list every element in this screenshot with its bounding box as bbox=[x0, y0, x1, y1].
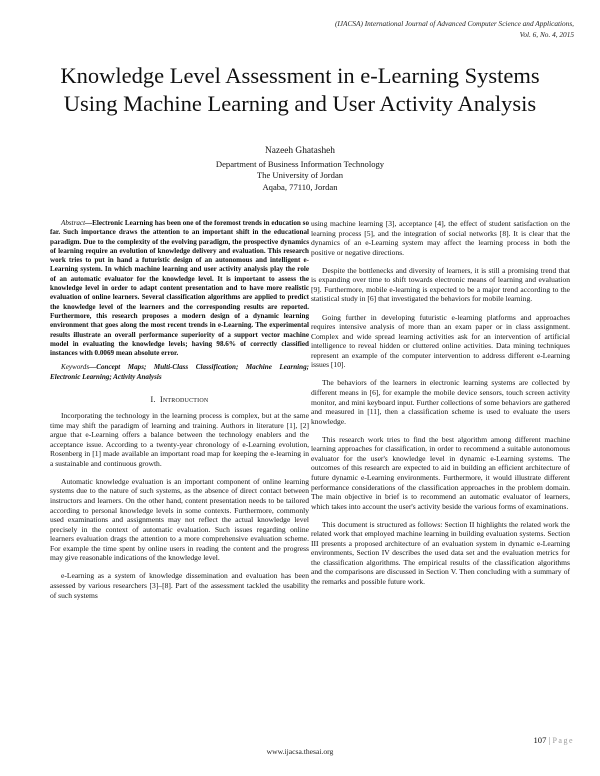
author-location: Aqaba, 77110, Jordan bbox=[262, 181, 338, 192]
page-separator: | bbox=[548, 735, 551, 745]
section-heading-introduction bbox=[50, 395, 309, 405]
section-number: I. bbox=[150, 395, 156, 405]
paragraph: Despite the bottlenecks and diversity of learners, it is still a promising trend that is expanding over time to shift towards electronic means of learning and evaluation [9]. Furthermore, mobile e-learning is expected to be a major trend according to the statistical study in [6] that investigated the behaviors for mobile learning. bbox=[311, 265, 570, 304]
paragraph: The behaviors of the learners in electronic learning systems are collected by different means in [6], for example the mobile device sensors, touch screen activity monitor, and mini keyboard input. Further collections of some behaviors are gathered and measured in [11], then a classification scheme is used to evaluate the users knowledge. bbox=[311, 378, 570, 426]
paper-title-line2: Using Machine Learning and User Activity Analysis bbox=[63, 91, 537, 116]
paragraph: using machine learning [3], acceptance [4], the effect of student satisfaction on the learning process [5], and the integration of social networks [8]. It is clear that the dynamics of an e-Learning system may affect the learning process in both the positive or negative directions. bbox=[311, 219, 570, 257]
paragraph: Going further in developing futuristic e-learning platforms and approaches requires intensive analysis of more than an exam paper or in class assignment. Complex and wide spread learning activities ask for an intervention of artificial intelligence to reveal hidden or cluttered online activities. Data mining techniques represent an example of the computer intervention to address different e-Learning issues [10]. bbox=[311, 312, 570, 370]
keywords-text: —Concept Maps; Multi-Class Classification; Machine Learning; Electronic Learning; Activity Analysis bbox=[50, 363, 309, 381]
footer-url: www.ijacsa.thesai.org bbox=[266, 747, 334, 756]
journal-header bbox=[214, 19, 574, 40]
author-university: The University of Jordan bbox=[256, 170, 344, 181]
abstract-text: —Electronic Learning has been one of the foremost trends in education so far. Such importance draws the attention to an important shift in the educational paradigm. Due to the complexity of the evolving paradigm, the prospective dynamics of learning require an evolution of knowledge delivery and evaluation. This research work tries to put in hand a futuristic design of an autonomous and intelligent e-Learning system. In which machine learning and user activity analysis play the role of an automatic evaluator for the knowledge level. It is important to assess the knowledge level in order to adapt content presentation and to have more realistic evaluation of online learners. Several classification algorithms are applied to predict the knowledge level of the learners and the corresponding results are reported. Furthermore, this research proposes a modern design of a dynamic learning environment that goes along the most recent trends in e-Learning. The experimental results illustrate an overall performance superiority of a support vector machine model in evaluating the knowledge levels; having 98.6% of correctly classified instances with 0.0069 mean absolute error. bbox=[50, 219, 309, 358]
author-department: Department of Business Information Technology bbox=[215, 158, 385, 169]
paragraph: This document is structured as follows: Section II highlights the related work the related work that employed machine learning in building evaluation systems. Section III presents a proposed architecture of an evaluation system in dynamic e-Learning environments, Section IV describes the used data set and the evaluation metrics for the classification algorithms. The empirical results of the classification algorithms and the comparisons are discussed in Section V. Then concluding with a summary of the remarks and possible future work. bbox=[311, 519, 570, 587]
right-column bbox=[311, 219, 570, 595]
left-column bbox=[50, 219, 309, 609]
page-number-value: 107 bbox=[533, 735, 547, 745]
keywords bbox=[50, 363, 309, 382]
paragraph: This research work tries to find the best algorithm among different machine learning approaches for classification, in order to recommend a suitable autonomous evaluator for the user's knowledge level in dynamic e-Learning systems. The outcomes of this research are expected to aid in building an efficient architecture of future dynamic e-Learning environments. Furthermore, it would illustrate different performance considerations of the classification approaches in the problem domain. The main objective in brief is to recommend an automatic evaluator of learners, which takes into account the user's activity beside the various forms of examinations. bbox=[311, 434, 570, 511]
abstract bbox=[50, 219, 309, 358]
paper-title bbox=[30, 62, 570, 118]
section-title: Introduction bbox=[160, 395, 209, 405]
page-number bbox=[534, 735, 575, 745]
paragraph: Automatic knowledge evaluation is an important component of online learning systems due to the nature of such systems, as the absence of direct contact between instructors and learners. On the other hand, content presentation needs to be tailored according to personal knowledge levels in some contexts. Furthermore, commonly used examinations and assignments may not reflect the actual knowledge level precisely in the context of automatic evaluation. Such issues regarding online learners evaluation drags the attention to a more comprehensive evaluation scheme. For example the time spent by online users in reading the content and the progress may give reasonable indications of the knowledge level. bbox=[50, 476, 309, 563]
journal-volume: Vol. 6, No. 4, 2015 bbox=[519, 29, 574, 39]
author-name: Nazeeh Ghatasheh bbox=[264, 146, 335, 156]
journal-name: (IJACSA) International Journal of Advanced Computer Science and Applications, bbox=[334, 19, 574, 28]
paper-title-line1: Knowledge Level Assessment in e-Learning Systems bbox=[60, 63, 540, 88]
abstract-label: Abstract bbox=[61, 219, 86, 227]
page-word: Page bbox=[552, 736, 574, 745]
keywords-label: Keywords bbox=[61, 363, 90, 372]
paragraph: Incorporating the technology in the learning process is complex, but at the same time may shift the paradigm of learning and training. Authors in literature [1], [2] argue that e-Learning offers a balance between the technology enablers and the acceptance issue. According to a twenty-year chronology of e-Learning evolution, Rosenberg in [1] made available an important road map for keeping the e-learning in a sustainable and continuous growth. bbox=[50, 411, 309, 468]
paragraph: e-Learning as a system of knowledge dissemination and evaluation has been assessed by various researchers [3]–[8]. Part of the assessment tackled the usability of such systems bbox=[50, 571, 309, 600]
author-block bbox=[150, 146, 450, 193]
